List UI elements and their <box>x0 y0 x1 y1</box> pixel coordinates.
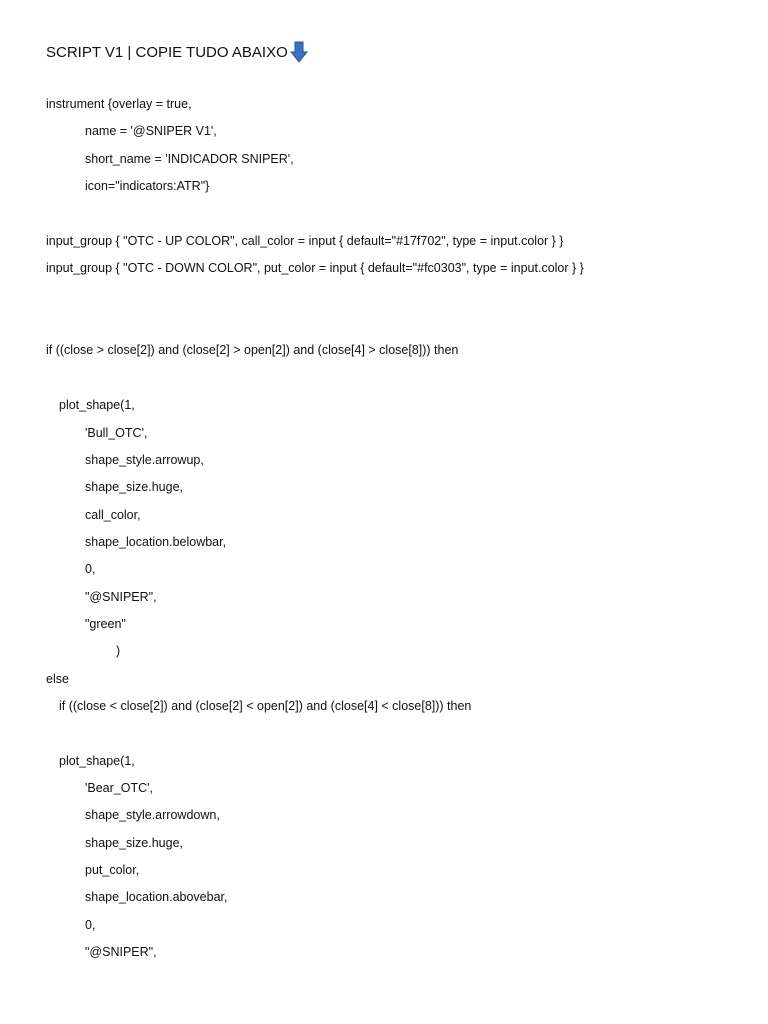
document-title: SCRIPT V1 | COPIE TUDO ABAIXO <box>46 43 288 61</box>
code-line: "@SNIPER", <box>85 945 157 959</box>
code-line: shape_size.huge, <box>85 836 183 850</box>
code-line: plot_shape(1, <box>59 754 135 768</box>
code-line: short_name = 'INDICADOR SNIPER', <box>85 152 294 166</box>
code-line: name = '@SNIPER V1', <box>85 124 217 138</box>
code-line: "@SNIPER", <box>85 590 157 604</box>
code-line: input_group { "OTC - UP COLOR", call_color = input { default="#17f702", type = input.color } } <box>46 234 564 248</box>
code-line: instrument {overlay = true, <box>46 97 192 111</box>
code-line: else <box>46 672 69 686</box>
code-line: ) <box>116 644 121 658</box>
code-line: "green" <box>85 617 126 631</box>
document-title-row <box>46 40 308 64</box>
code-line: put_color, <box>85 863 140 877</box>
code-line: shape_style.arrowup, <box>85 453 204 467</box>
code-line: shape_location.belowbar, <box>85 535 227 549</box>
code-line: 0, <box>85 562 96 576</box>
code-line: if ((close < close[2]) and (close[2] < open[2]) and (close[4] < close[8])) then <box>59 699 472 713</box>
code-line: shape_style.arrowdown, <box>85 808 220 822</box>
code-line: shape_size.huge, <box>85 480 183 494</box>
code-line: plot_shape(1, <box>59 398 135 412</box>
code-line: shape_location.abovebar, <box>85 890 228 904</box>
code-line: call_color, <box>85 508 141 522</box>
down-arrow-icon <box>290 41 308 63</box>
code-line: input_group { "OTC - DOWN COLOR", put_color = input { default="#fc0303", type = input.color } } <box>46 261 584 275</box>
code-line: icon="indicators:ATR"} <box>85 179 210 193</box>
code-line: 'Bull_OTC', <box>85 426 148 440</box>
code-line: 0, <box>85 918 96 932</box>
code-line: 'Bear_OTC', <box>85 781 153 795</box>
code-line: if ((close > close[2]) and (close[2] > open[2]) and (close[4] > close[8])) then <box>46 343 459 357</box>
